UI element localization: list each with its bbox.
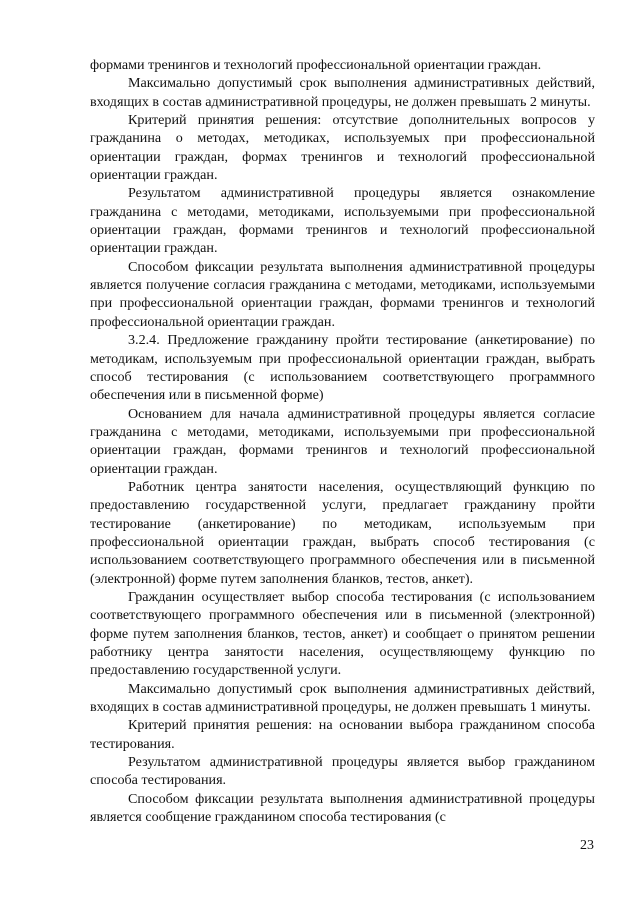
paragraph-decision-criterion: Критерий принятия решения: отсутствие дополнительных вопросов у гражданина о методах, методиках, используемых при профессиональной ориентации граждан, формах тренингов и технологий профессиональной ориентации граждан. (90, 112, 595, 184)
paragraph-citizen-choice: Гражданин осуществляет выбор способа тестирования (с использованием соответствующего программного обеспечения или в письменной (электронной) форме путем заполнения бланков, тестов, анкет) и сообщает о принятом решении работнику центра занятости населения, осуществляющему функцию по предоставлению государственной услуги. (90, 588, 595, 679)
paragraph-result-recording-2: Способом фиксации результата выполнения административной процедуры является сообщение гражданином способа тестирования (с (90, 790, 595, 826)
paragraph-time-limit-2: Максимально допустимый срок выполнения административных действий, входящих в состав административной процедуры, не должен превышать 1 минуты. (90, 680, 595, 716)
paragraph-worker-offer: Работник центра занятости населения, осуществляющий функцию по предоставлению государственной услуги, предлагает гражданину пройти тестирование (анкетирование) по методикам, используемым при профессиональной ориентации граждан, выбрать способ тестирования (с использованием соответствующего программного обеспечения или в письменной (электронной) форме путем заполнения бланков, тестов, анкет). (90, 478, 595, 587)
paragraph-continuation: формами тренингов и технологий профессиональной ориентации граждан. (90, 57, 542, 73)
document-body (90, 56, 595, 826)
paragraph-procedure-basis: Основанием для начала административной процедуры является согласие гражданина с методами, методиками, используемыми при профессиональной ориентации граждан, формами тренингов и технологий профессиональной ориентации граждан. (90, 405, 595, 477)
section-heading-3-2-4: 3.2.4. Предложение гражданину пройти тестирование (анкетирование) по методикам, используемым при профессиональной ориентации граждан, выбрать способ тестирования (с использованием соответствующего программного обеспечения или в письменной форме) (90, 332, 595, 404)
paragraph-time-limit: Максимально допустимый срок выполнения административных действий, входящих в состав административной процедуры, не должен превышать 2 минуты. (90, 75, 595, 110)
paragraph-decision-criterion-2: Критерий принятия решения: на основании выбора гражданином способа тестирования. (90, 717, 595, 752)
page-number: 23 (580, 838, 594, 853)
paragraph-result-recording: Способом фиксации результата выполнения административной процедуры является получение согласия гражданина с методами, методиками, используемыми при профессиональной ориентации граждан, формами тренингов и технологий профессиональной ориентации граждан. (90, 258, 595, 330)
paragraph-procedure-result-2: Результатом административной процедуры является выбор гражданином способа тестирования. (90, 754, 595, 789)
paragraph-procedure-result: Результатом административной процедуры является ознакомление гражданина с методами, методиками, используемыми при профессиональной ориентации граждан, формами тренингов и технологий профессиональной ориентации граждан. (90, 185, 595, 257)
